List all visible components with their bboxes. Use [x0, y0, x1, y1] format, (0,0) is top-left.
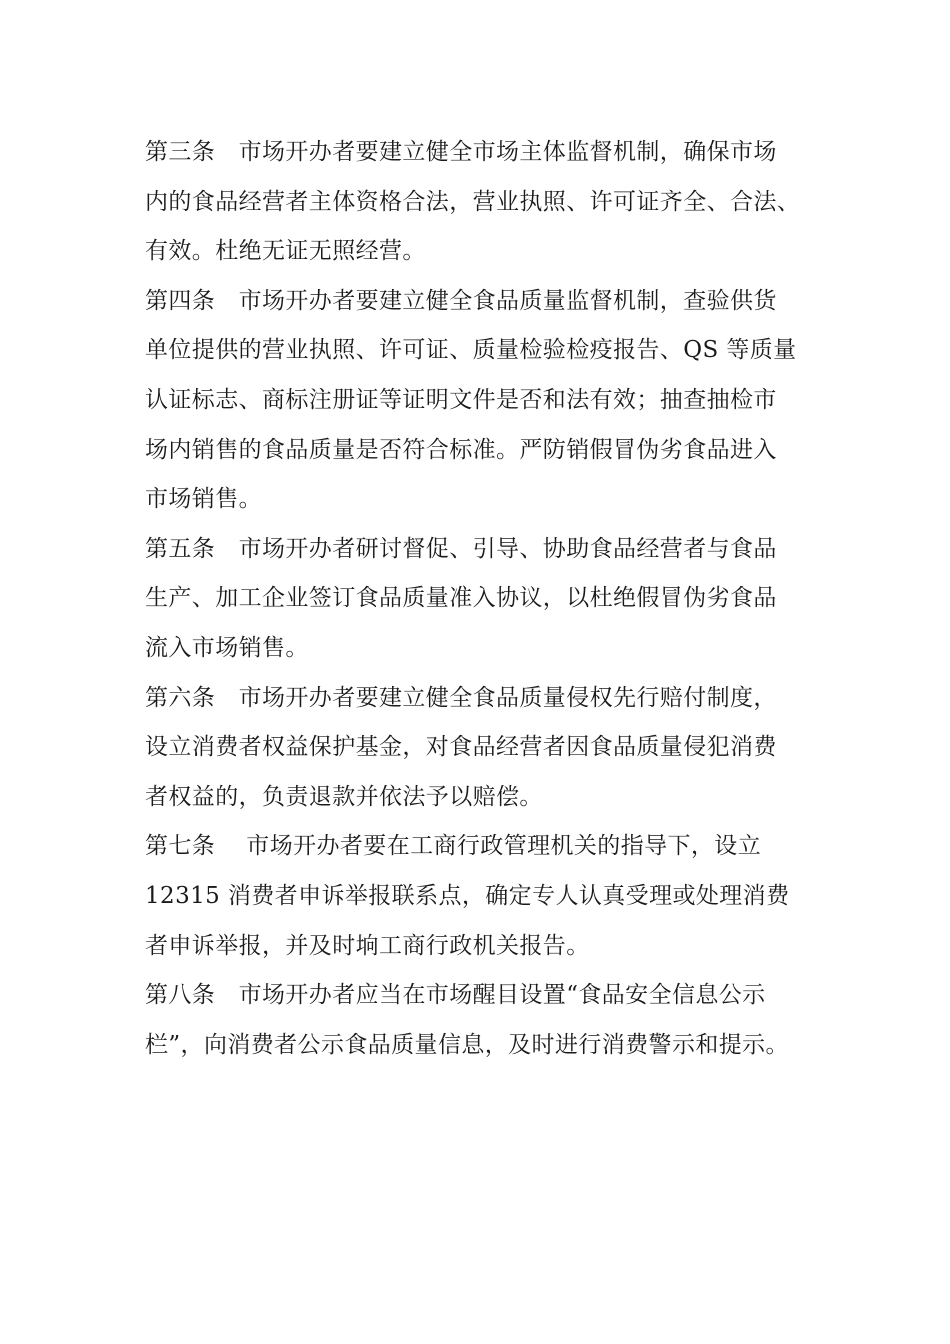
article-6: [145, 674, 825, 823]
article-line: 市场销售。: [145, 486, 262, 513]
article-line: 设立消费者权益保护基金，对食品经营者因食品质量侵犯消费: [145, 734, 777, 761]
article-line: 第六条 市场开办者要建立健全食品质量侵权先行赔付制度，: [145, 684, 777, 711]
article-line: 12315 消费者申诉举报联系点，确定专人认真受理或处理消费: [145, 882, 790, 909]
article-line: 第八条 市场开办者应当在市场醒目设置“食品安全信息公示: [145, 982, 766, 1009]
article-line: 者权益的，负责退款并依法予以赔偿。: [145, 783, 543, 810]
article-3: [145, 128, 825, 277]
article-line: 场内销售的食品质量是否符合标准。严防销假冒伪劣食品进入: [145, 436, 777, 463]
article-line: 第五条 市场开办者研讨督促、引导、协助食品经营者与食品: [145, 535, 777, 562]
article-8: [145, 971, 825, 1070]
article-7: [145, 822, 825, 971]
article-line: 者申诉举报，并及时垧工商行政机关报告。: [145, 932, 590, 959]
article-line: 第三条 市场开办者要建立健全市场主体监督机制，确保市场: [145, 139, 777, 165]
article-line: 有效。杜绝无证无照经营。: [145, 238, 426, 265]
article-line: 第四条 市场开办者要建立健全食品质量监督机制，查验供货: [145, 287, 777, 314]
article-line: 内的食品经营者主体资格合法，营业执照、许可证齐全、合法、: [145, 188, 801, 215]
article-4: [145, 277, 825, 525]
article-line: 第七条 市场开办者要在工商行政管理机关的指导下，设立: [145, 833, 762, 860]
article-line: 单位提供的营业执照、许可证、质量检验检疫报告、QS 等质量: [145, 337, 797, 364]
article-line: 认证标志、商标注册证等证明文件是否和法有效；抽查抽检市: [145, 386, 777, 413]
article-line: 流入市场销售。: [145, 634, 309, 661]
document-body: [145, 128, 825, 1070]
article-line: 生产、加工企业签订食品质量准入协议，以杜绝假冒伪劣食品: [145, 585, 777, 612]
article-5: [145, 525, 825, 674]
article-line: 栏”，向消费者公示食品质量信息，及时进行消费警示和提示。: [145, 1031, 789, 1058]
